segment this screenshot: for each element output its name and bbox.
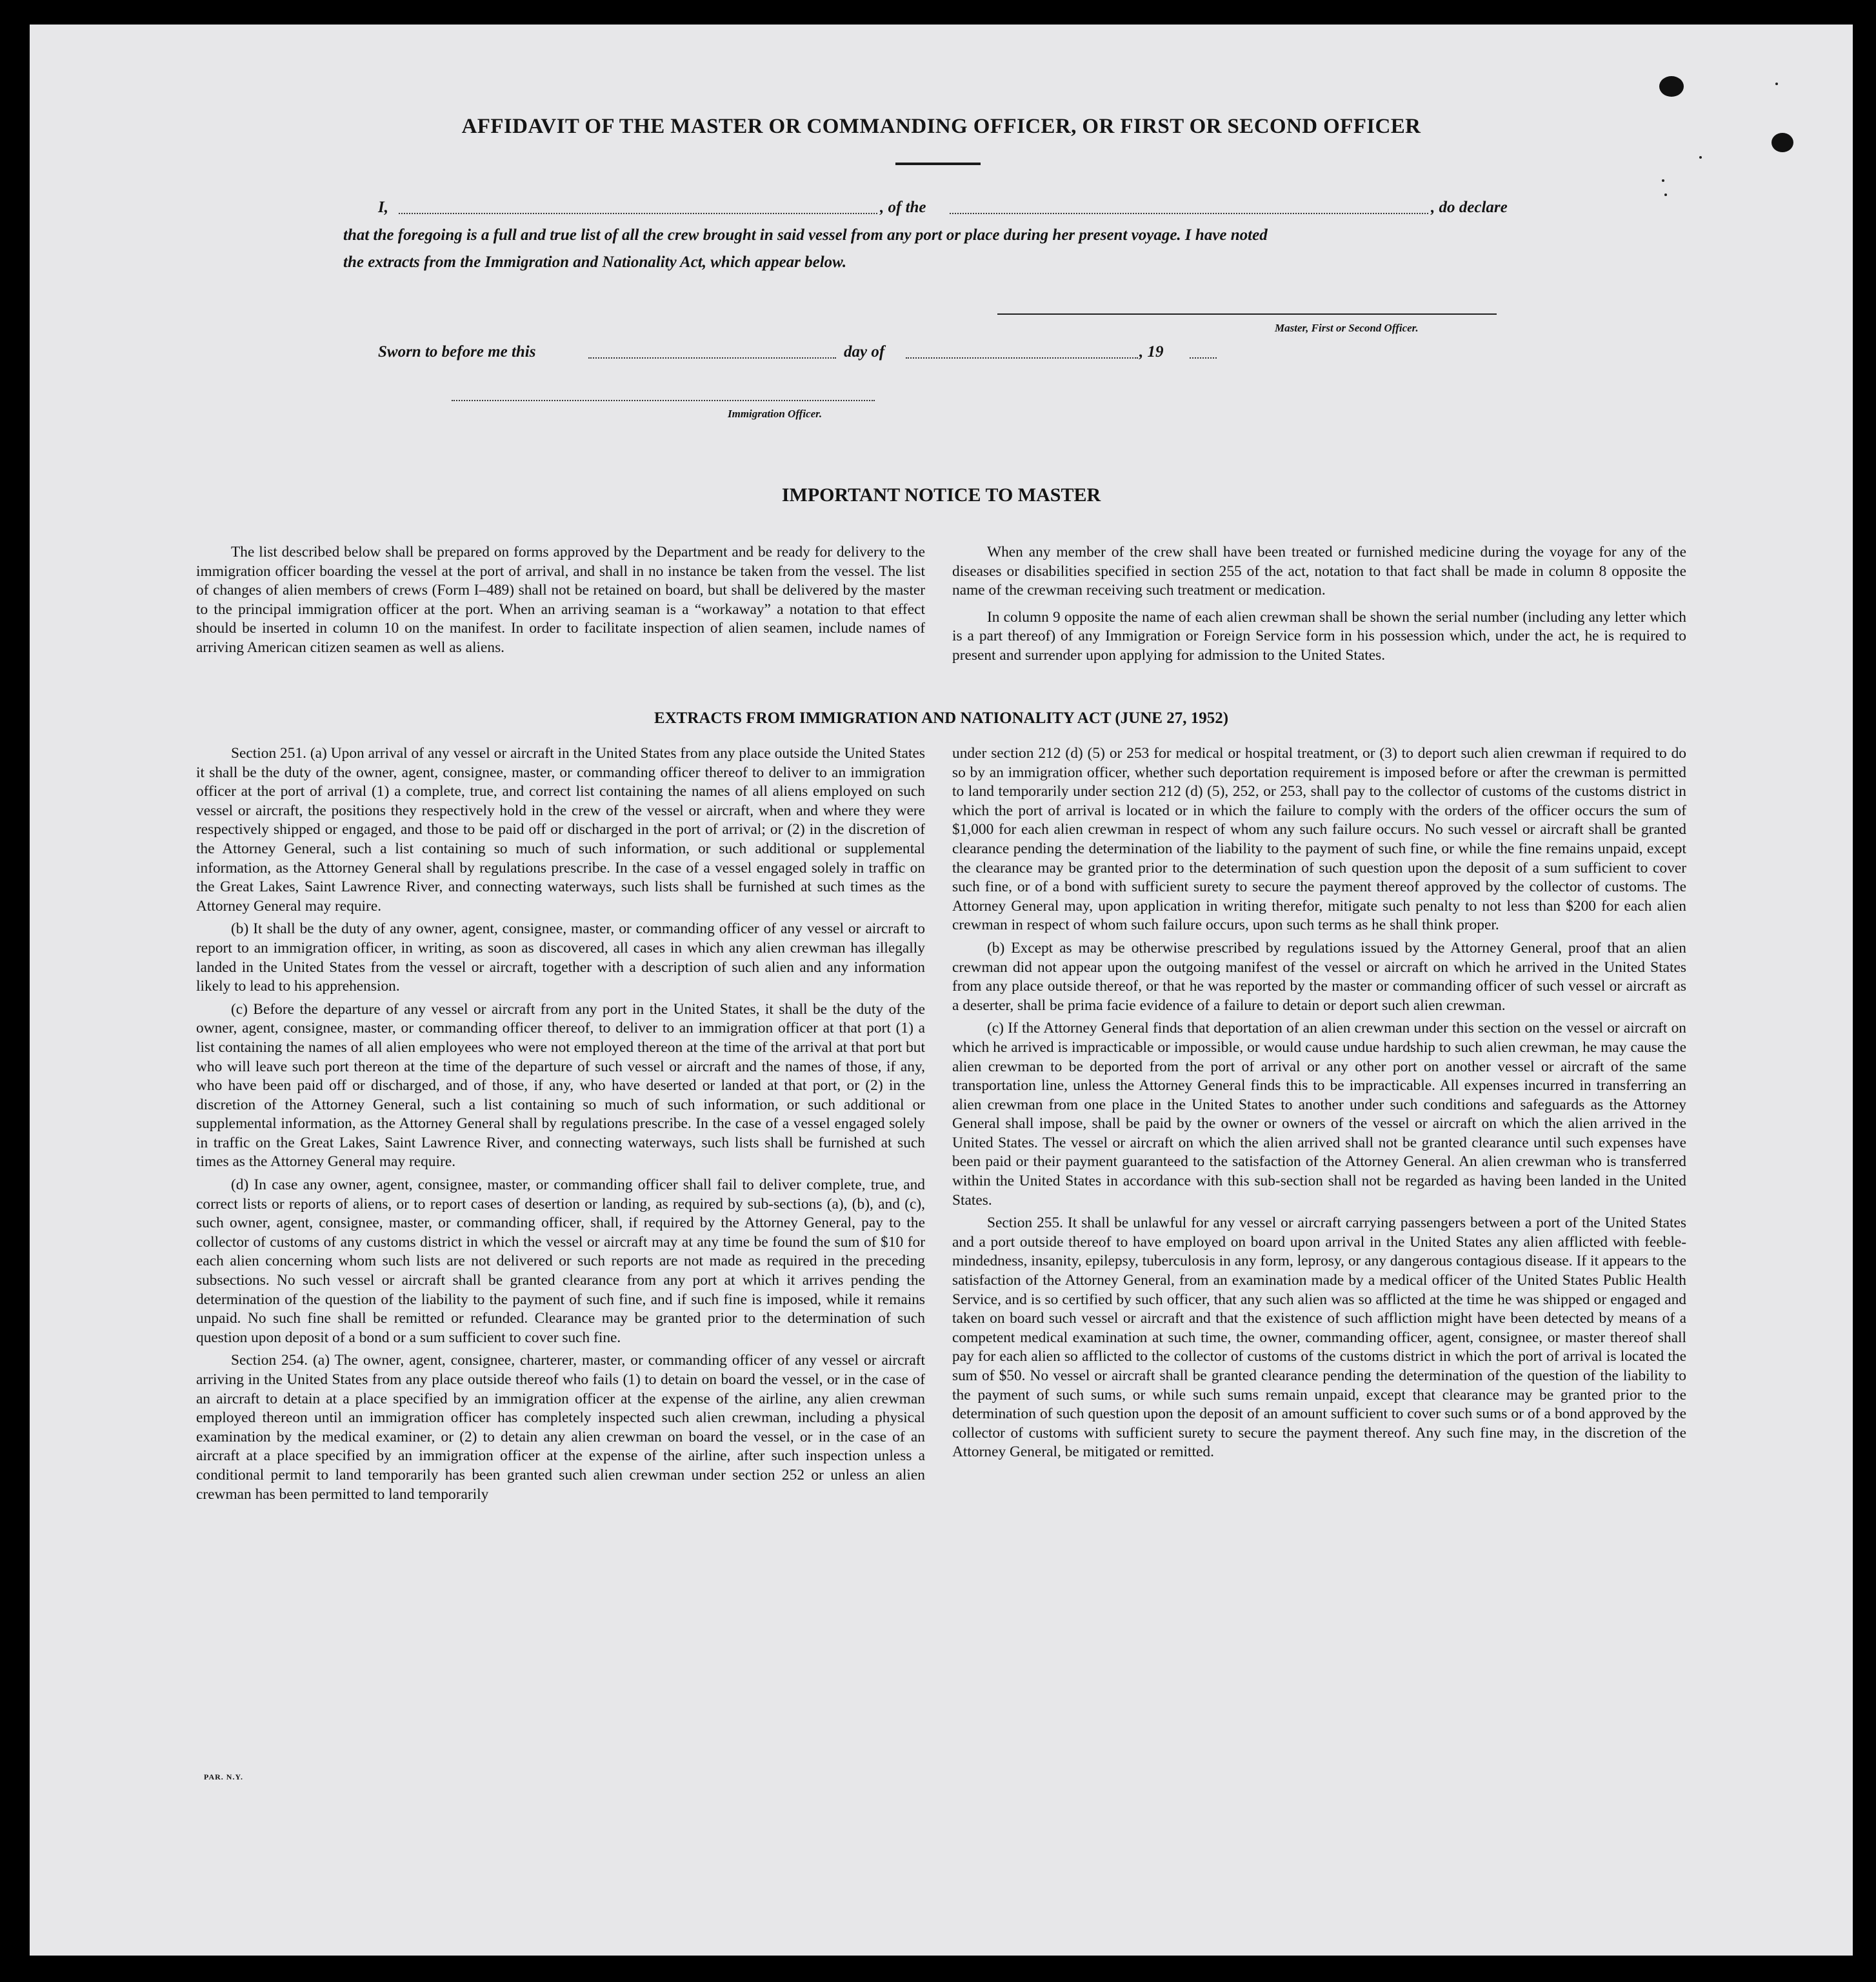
ink-speck	[1664, 193, 1667, 196]
document-page	[30, 25, 1853, 1956]
year-prefix: , 19	[1139, 343, 1164, 361]
section-254-a: Section 254. (a) The owner, agent, consignee, charterer, master, or commanding officer of any vessel or aircraft arriving in the United States from any place outside thereof who fails (1) to detain on board the vessel, or in the case of an aircraft to detain at a place specified by an immigration officer at the expense of the airline, any alien crewman employed thereon until an immigration officer has completely inspected such alien crewman, including a physical examination by the medical examiner, or (2) to detain any alien crewman on board the vessel, or in the case of an aircraft at a place specified by an immigration officer at the expense of the airline, after such inspection unless a conditional permit to land temporarily has been granted such alien crewman under section 252 or unless an alien crewman has been permitted to land temporarily	[196, 1352, 925, 1503]
section-251-c: (c) Before the departure of any vessel or aircraft from any port in the United States, it shall be the duty of the owner, agent, consignee, master, or commanding officer thereof, to deliver to an immigration officer at that port (1) a list containing the names of all alien employees who were not employed thereon at the time of the arrival at that port but who will leave such port thereon at the time of the departure of such vessel or aircraft and the names of those, if any, who have been paid off or discharged, and of those, if any, who have deserted or landed at that port, or (2) in the discretion of the Attorney General, such a list containing so much of such information, or such additional or supplemental information, as the Attorney General shall by regulations prescribe. In the case of a vessel engaged solely in traffic on the Great Lakes, Saint Lawrence River, and connecting waterways, such lists shall be furnished at such times as the Attorney General may require.	[196, 1000, 925, 1171]
ink-blot	[1771, 133, 1793, 152]
title-rule	[895, 163, 981, 165]
ink-blot	[1659, 76, 1684, 97]
day-of-text: day of	[844, 343, 885, 361]
ink-speck	[1775, 83, 1778, 85]
name-field-line	[399, 213, 877, 214]
ink-speck	[1662, 179, 1664, 182]
notice-title: IMPORTANT NOTICE TO MASTER	[781, 484, 1101, 506]
section-251-b: (b) It shall be the duty of any owner, agent, consignee, master, or commanding officer of any vessel or aircraft to report to an immigration officer, in writing, as soon as discovered, all cases in which any alien crewman has illegally landed in the United States from the vessel or aircraft, together with a description of such alien and any information likely to lead to his apprehension.	[196, 920, 925, 995]
notice-left-column	[196, 543, 925, 658]
sworn-text: Sworn to before me this	[378, 343, 536, 361]
declaration-of-the: , of the	[880, 199, 926, 216]
officer-signature-line	[452, 400, 875, 401]
section-251-a: Section 251. (a) Upon arrival of any vessel or aircraft in the United States from any place outside the United States it shall be the duty of the owner, agent, consignee, master, or commanding officer thereof to deliver to an immigration officer at the port of arrival (1) a complete, true, and correct list containing the names of all aliens employed on such vessel or aircraft, the positions they respectively hold in the crew of the vessel or aircraft, when and where they were respectively shipped or engaged, and those to be paid off or discharged in the port of arrival; or (2) in the discretion of the Attorney General, such a list containing so much of such information, or such additional or supplemental information, as the Attorney General shall by regulations prescribe. In the case of a vessel engaged solely in traffic on the Great Lakes, Saint Lawrence River, and connecting waterways, such lists shall be furnished at such times as the Attorney General may require.	[196, 745, 925, 915]
sworn-month-line	[906, 357, 1138, 359]
declaration-line-2: the extracts from the Immigration and Nationality Act, which appear below.	[343, 253, 847, 271]
sworn-day-line	[588, 357, 836, 359]
extracts-left-column	[196, 744, 925, 1504]
notice-right-paragraph-1: When any member of the crew shall have been treated or furnished medicine during the voyage for any of the diseases or disabilities specified in section 255 of the act, notation to that fact shall be made in column 8 opposite the name of the crewman receiving such treatment or medication.	[952, 544, 1686, 599]
declaration-do-declare: , do declare	[1431, 199, 1508, 216]
section-254-b: (b) Except as may be otherwise prescribed by regulations issued by the Attorney General, proof that an alien crewman did not appear upon the outgoing manifest of the vessel or aircraft on which he arrived in the United States from any place outside thereof, or that he was reported by the master or commanding officer of such vessel or aircraft as a deserter, shall be prima facie evidence of a failure to detain or deport such alien crewman.	[952, 939, 1686, 1014]
extracts-right-column	[952, 744, 1686, 1462]
officer-signature-label: Immigration Officer.	[728, 408, 823, 420]
document-title: AFFIDAVIT OF THE MASTER OR COMMANDING OFFICER, OR FIRST OR SECOND OFFICER	[461, 115, 1421, 138]
section-251-d: (d) In case any owner, agent, consignee, master, or commanding officer shall fail to deliver complete, true, and correct lists or reports of aliens, or to report cases of desertion or landing, as required by sub-sections (a), (b), and (c), such owner, agent, consignee, master, or commanding officer, shall, if required by the Attorney General, pay to the collector of customs of any customs district in which the vessel or aircraft may at any time be found the sum of $10 for each alien concerning whom such lists are not delivered or such reports are not made as required in the preceding subsections. No such vessel or aircraft shall be granted clearance from any port at which it arrives pending the determination of the question of the liability to the payment of such fine, and if such fine is imposed, while it remains unpaid. No such fine shall be remitted or refunded. Clearance may be granted prior to the determination of such question upon deposit of a bond or a sum sufficient to cover such fine.	[196, 1176, 925, 1346]
declaration-line-1: that the foregoing is a full and true list of all the crew brought in said vessel from any port or place during her present voyage. I have noted	[343, 226, 1268, 244]
vessel-field-line	[950, 213, 1428, 214]
section-254-a-continued: under section 212 (d) (5) or 253 for medical or hospital treatment, or (3) to deport such alien crewman if required to do so by an immigration officer, whether such deportation requirement is imposed before or after the crewman is permitted to land temporarily under section 212 (d) (5), 252, or 253, shall pay to the collector of customs of the customs district in which the port of arrival is located or in which the failure to comply with the orders of the officer occurs the sum of $1,000 for each alien crewman in respect of whom any such failure occurs. No such vessel or aircraft shall be granted clearance pending the determination of the liability to the payment of such fine, or while the fine remains unpaid, except the clearance may be granted prior to the determination of such question upon the deposit of a sum sufficient to cover such fine, or of a bond with sufficient surety to secure the payment thereof approved by the collector of customs. The Attorney General may, upon application in writing therefor, mitigate such penalty to not less than $200 for each alien crewman in respect of whom such failure occurs, upon such terms as he shall think proper.	[952, 745, 1686, 934]
printer-mark: PAR. N.Y.	[204, 1772, 244, 1781]
section-254-c: (c) If the Attorney General finds that deportation of an alien crewman under this section on the vessel or aircraft on which he arrived is impracticable or impossible, or would cause undue hardship to such alien crewman, he may cause the alien crewman to be deported from the port of arrival or any other port on another vessel or aircraft of the same transportation line, unless the Attorney General finds this to be impracticable. All expenses incurred in transferring an alien crewman from one place in the United States to another under such conditions and safeguards as the Attorney General shall impose, shall be paid by the owner or owners of the vessel or aircraft on which the alien arrived in the United States. The vessel or aircraft on which the alien arrived shall not be granted clearance until such expenses have been paid or their payment guaranteed to the satisfaction of the Attorney General. An alien crewman who is transferred within the United States in accordance with this sub-section shall not be regarded as having been landed in the United States.	[952, 1020, 1686, 1209]
section-255: Section 255. It shall be unlawful for any vessel or aircraft carrying passengers between a port of the United States and a port outside thereof to have employed on board upon arrival in the United States any alien afflicted with feeble-mindedness, insanity, epilepsy, tuberculosis in any form, leprosy, or any dangerous contagious disease. If it appears to the satisfaction of the Attorney General, from an examination made by a medical officer of the United States Public Health Service, and is so certified by such officer, that any such alien was so afflicted at the time he was shipped or engaged and taken on board such vessel or aircraft and that the existence of such affliction might have been detected by means of a competent medical examination at such time, the owner, commanding officer, agent, consignee, or master thereof shall pay for each alien so afflicted to the collector of customs of the customs district in which the port of arrival is located the sum of $50. No vessel or aircraft shall be granted clearance pending the determination of the question of the liability to the payment of such sums, or while such sums remain unpaid, except that clearance may be granted prior to the determination of such question upon the deposit of an amount sufficient to cover such sums or of a bond approved by the collector of customs with sufficient surety to secure the payment thereof. Any such fine may, in the discretion of the Attorney General, be mitigated or remitted.	[952, 1214, 1686, 1461]
notice-right-column	[952, 543, 1686, 666]
extracts-title: EXTRACTS FROM IMMIGRATION AND NATIONALITY ACT (JUNE 27, 1952)	[654, 709, 1229, 727]
master-signature-label: Master, First or Second Officer.	[1275, 322, 1419, 334]
year-line	[1190, 357, 1217, 359]
declaration-i: I,	[378, 199, 388, 216]
notice-right-paragraph-2: In column 9 opposite the name of each alien crewman shall be shown the serial number (including any letter which is a part thereof) of any Immigration or Foreign Service form in his possession which, under the act, he is required to present and surrender upon applying for admission to the United States.	[952, 608, 1686, 664]
master-signature-line	[997, 313, 1497, 315]
ink-speck	[1699, 156, 1702, 159]
notice-left-paragraph: The list described below shall be prepared on forms approved by the Department and be ready for delivery to the immigration officer boarding the vessel at the port of arrival, and shall in no instance be taken from the vessel. The list of changes of alien members of crews (Form I–489) shall not be retained on board, but shall be delivered by the master to the principal immigration officer at the port. When an arriving seaman is a “workaway” a notation to that effect should be inserted in column 10 on the manifest. In order to facilitate inspection of alien seamen, include names of arriving American citizen seamen as well as aliens.	[196, 544, 925, 656]
